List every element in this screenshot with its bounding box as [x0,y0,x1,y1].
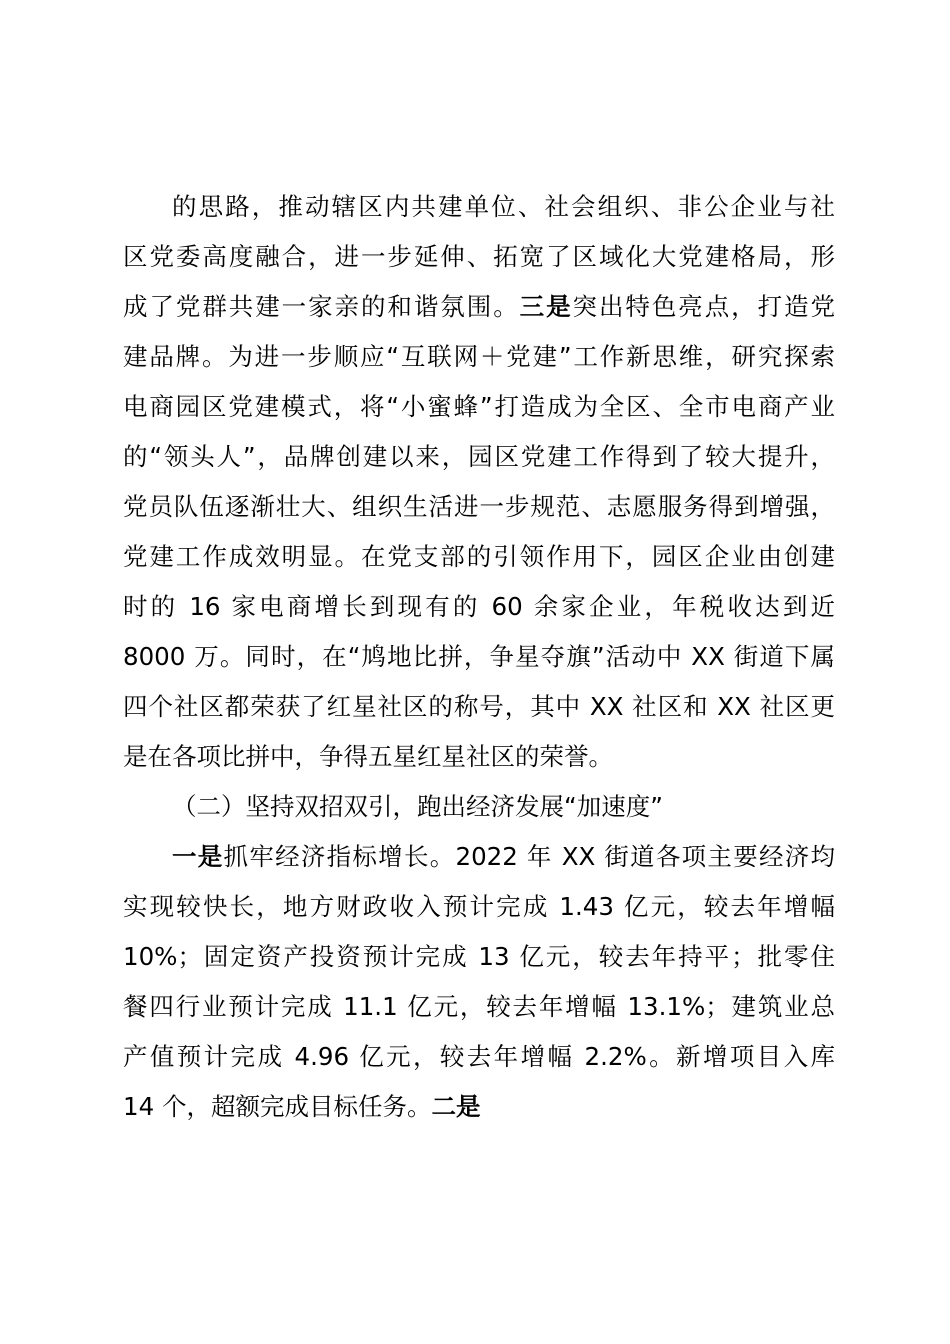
text-line: 四个社区都荣获了红星社区的称号，其中 XX 社区和 XX 社区更 [123,692,835,721]
text-line: 产值预计完成 4.96 亿元，较去年增幅 2.2%。新增项目入库 [123,1042,835,1071]
text-line: 10%；固定资产投资预计完成 13 亿元，较去年持平；批零住 [123,942,835,971]
section-heading: （二）坚持双招双引，跑出经济发展“加速度” [172,792,663,821]
text-line: 的“领头人”，品牌创建以来，园区党建工作得到了较大提升， [123,442,835,471]
text-line: 8000 万。同时，在“鸠地比拼，争星夺旗”活动中 XX 街道下属 [123,642,835,671]
text-line [123,282,835,332]
text-run: 成了党群共建一家亲的和谐氛围。 [123,292,520,321]
text-line: 党建工作成效明显。在党支部的引领作用下，园区企业由创建 [123,542,835,571]
bold-marker: 一是 [172,842,224,871]
text-line: 时的 16 家电商增长到现有的 60 余家企业，年税收达到近 [123,592,835,621]
text-run: 14 个，超额完成目标任务。 [123,1092,432,1121]
text-line: 的思路，推动辖区内共建单位、社会组织、非公企业与社 [172,192,835,221]
bold-marker: 二是 [431,1092,481,1121]
text-line: 实现较快长，地方财政收入预计完成 1.43 亿元，较去年增幅 [123,892,835,921]
text-line: 区党委高度融合，进一步延伸、拓宽了区域化大党建格局，形 [123,242,835,271]
text-line: 是在各项比拼中，争得五星红星社区的荣誉。 [123,742,613,771]
text-line: 餐四行业预计完成 11.1 亿元，较去年增幅 13.1%；建筑业总 [123,992,835,1021]
text-line: 党员队伍逐渐壮大、组织生活进一步规范、志愿服务得到增强， [123,492,835,521]
text-line: 建品牌。为进一步顺应“互联网＋党建”工作新思维，研究探索 [123,342,835,371]
text-line [123,1082,835,1132]
text-line: 电商园区党建模式，将“小蜜蜂”打造成为全区、全市电商产业 [123,392,835,421]
text-run: 抓牢经济指标增长。2022 年 XX 街道各项主要经济均 [223,842,835,871]
text-run: 突出特色亮点，打造党 [572,292,835,321]
bold-marker: 三是 [519,292,573,321]
text-line [172,832,835,882]
